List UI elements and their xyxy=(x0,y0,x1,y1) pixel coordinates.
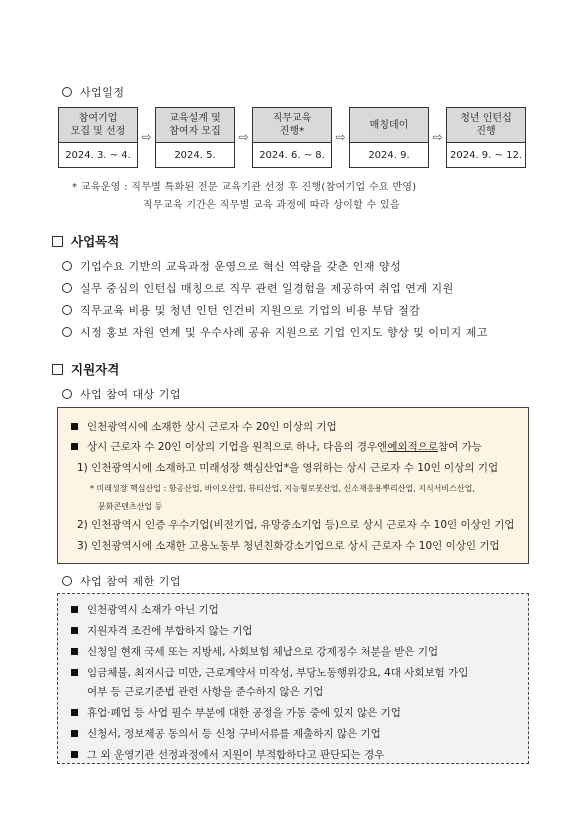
square-bullet-icon xyxy=(52,364,63,375)
target-item: 상시 근로자 수 20인 이상의 기업을 원칙으로 하나, 다음의 경우엔 예외적으로 참여 가능 xyxy=(71,439,482,454)
purpose-heading: 사업목적 xyxy=(52,232,119,250)
square-bullet-icon xyxy=(71,606,78,613)
circle-bullet-icon xyxy=(62,327,72,337)
schedule-step: 참여기업 모집 및 선정 2024. 3. ~ 4. xyxy=(58,107,138,168)
restrict-item: 신청일 현재 국세 또는 지방세, 사회보험 체납으로 강제징수 처분을 받은 기업 xyxy=(71,644,438,659)
circle-bullet-icon xyxy=(62,389,72,399)
circle-bullet-icon xyxy=(62,576,72,586)
arrow-right-icon: ⇨ xyxy=(432,129,443,144)
square-bullet-icon xyxy=(71,709,78,716)
square-bullet-icon xyxy=(71,627,78,634)
target-item: 인천광역시에 소재한 상시 근로자 수 20인 이상의 기업 xyxy=(71,419,337,434)
restrict-item: 지원자격 조건에 부합하지 않는 기업 xyxy=(71,623,253,638)
restrict-item-continuation: 여부 등 근로기준법 관련 사항을 준수하지 않은 기업 xyxy=(87,686,324,698)
square-bullet-icon xyxy=(52,236,63,247)
restrict-item: 휴업·폐업 등 사업 필수 부분에 대한 공정을 가동 중에 있지 않은 기업 xyxy=(71,705,401,720)
restrict-item: 신청서, 정보제공 동의서 등 신청 구비서류를 제출하지 않은 기업 xyxy=(71,726,381,741)
square-bullet-icon xyxy=(71,443,78,450)
restrict-heading: 사업 참여 제한 기업 xyxy=(62,573,181,589)
square-bullet-icon xyxy=(71,423,78,430)
target-box xyxy=(57,407,529,564)
target-heading: 사업 참여 대상 기업 xyxy=(62,386,181,402)
restrict-item: 임금체불, 최저시급 미만, 근로계약서 미작성, 부당노동행위강요, 4대 사회보험 가입 xyxy=(71,665,468,680)
square-bullet-icon xyxy=(71,730,78,737)
eligibility-heading: 지원자격 xyxy=(52,360,119,378)
arrow-right-icon: ⇨ xyxy=(141,129,152,144)
target-sub-item: 1) 인천광역시에 소재하고 미래성장 핵심산업*을 영위하는 상시 근로자 수 10인 이상의 기업 xyxy=(77,462,499,474)
purpose-item: 실무 중심의 인턴십 매칭으로 직무 관련 일경험을 제공하여 취업 연계 지원 xyxy=(62,280,454,296)
circle-bullet-icon xyxy=(62,305,72,315)
restrict-item: 인천광역시 소재가 아닌 기업 xyxy=(71,602,219,617)
purpose-item: 직무교육 비용 및 청년 인턴 인건비 지원으로 기업의 비용 부담 절감 xyxy=(62,302,420,318)
target-sub-note: * 미래성장 핵심산업 : 항공산업, 바이오산업, 뷰티산업, 지능형로봇산업, 신소재응용뿌리산업, 지식서비스산업, xyxy=(90,484,475,493)
schedule-note: * 교육운영 : 직무별 특화된 전문 교육기관 선정 후 진행(참여기업 수요 반영) xyxy=(72,182,417,193)
schedule-heading: 사업일정 xyxy=(62,84,125,100)
square-bullet-icon xyxy=(71,751,78,758)
target-sub-note: 문화콘텐츠산업 등 xyxy=(98,502,163,511)
schedule-note: 직무교육 기간은 직무별 교육 과정에 따라 상이할 수 있음 xyxy=(143,200,400,211)
schedule-step: 직무교육 진행* 2024. 6. ~ 8. xyxy=(252,107,332,168)
schedule-flow xyxy=(58,107,526,168)
schedule-step: 매칭데이 2024. 9. xyxy=(349,107,429,168)
purpose-item: 기업수요 기반의 교육과정 운영으로 혁신 역량을 갖춘 인재 양성 xyxy=(62,258,401,274)
schedule-step: 교육설계 및 참여자 모집 2024. 5. xyxy=(155,107,235,168)
schedule-step: 청년 인턴십 진행 2024. 9. ~ 12. xyxy=(446,107,526,168)
restrict-box xyxy=(57,593,529,764)
circle-bullet-icon xyxy=(62,283,72,293)
purpose-item: 시정 홍보 자원 연계 및 우수사례 공유 지원으로 기업 인지도 향상 및 이미지 제고 xyxy=(62,324,488,340)
arrow-right-icon: ⇨ xyxy=(335,129,346,144)
square-bullet-icon xyxy=(71,648,78,655)
target-sub-item: 2) 인천광역시 인증 우수기업(비전기업, 유망중소기업 등)으로 상시 근로자 수 10인 이상인 기업 xyxy=(77,519,515,531)
restrict-item: 그 외 운영기관 선정과정에서 지원이 부적합하다고 판단되는 경우 xyxy=(71,747,384,762)
circle-bullet-icon xyxy=(62,87,72,97)
square-bullet-icon xyxy=(71,669,78,676)
arrow-right-icon: ⇨ xyxy=(238,129,249,144)
circle-bullet-icon xyxy=(62,261,72,271)
target-sub-item: 3) 인천광역시에 소재한 고용노동부 청년친화강소기업으로 상시 근로자 수 10인 이상인 기업 xyxy=(77,540,500,552)
